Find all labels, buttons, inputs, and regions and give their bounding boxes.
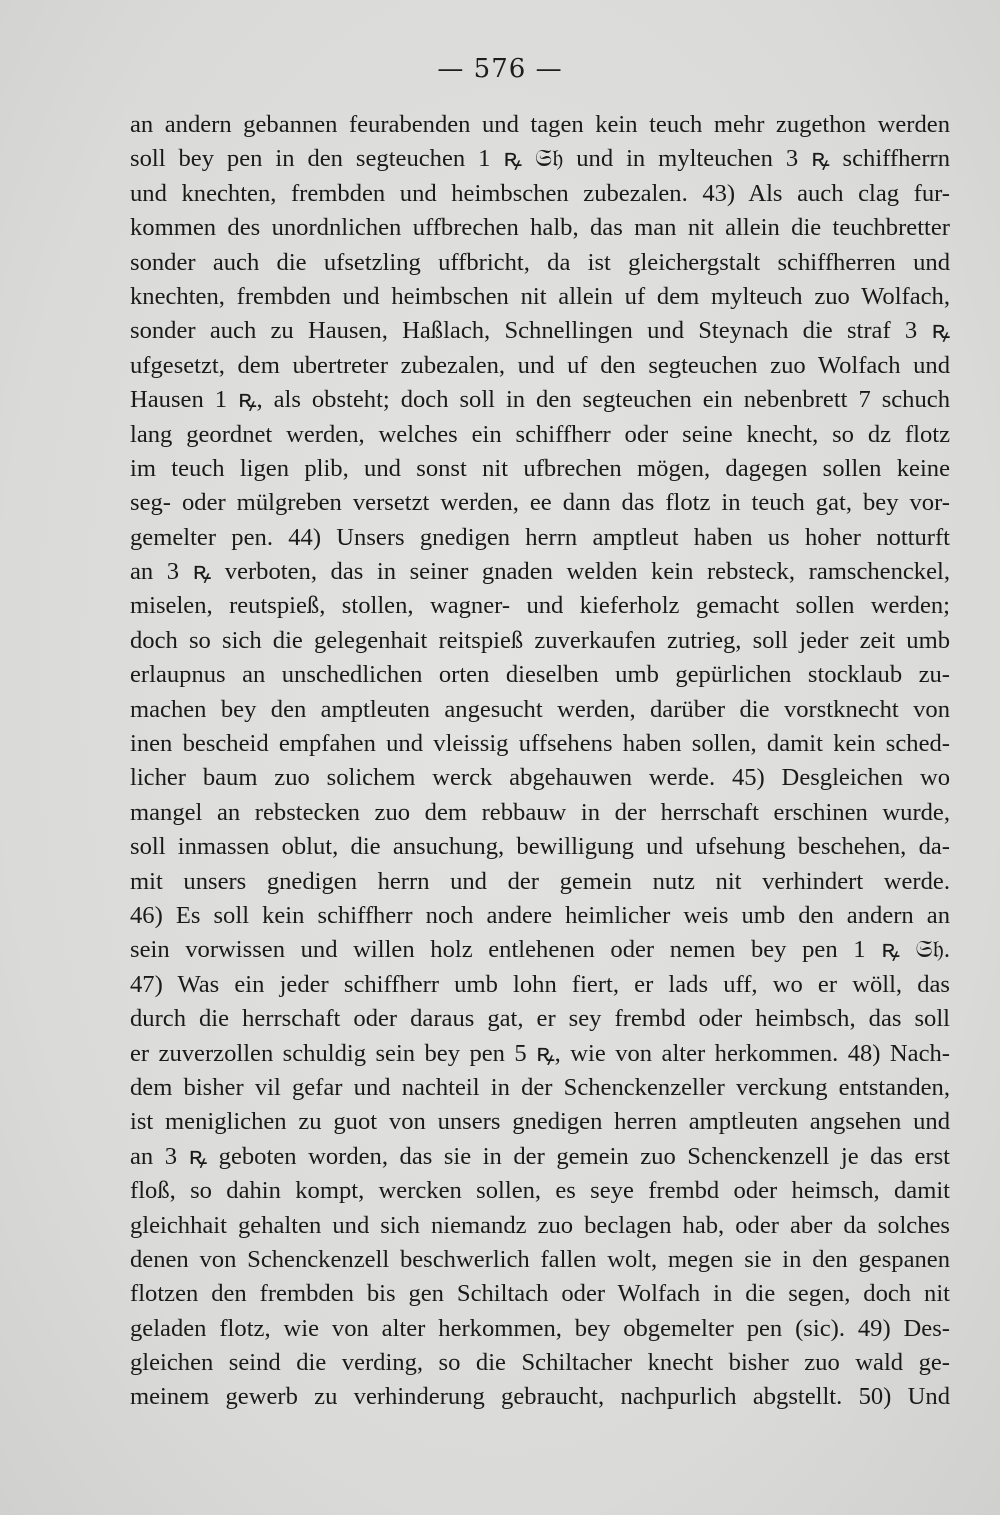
text-line: knechten, frembden und heimbschen nit allein uf dem mylteuch zuo Wolfach, xyxy=(130,282,950,310)
text-line: er zuverzollen schuldig sein bey pen 5 ꝶ, wie von alter herkommen. 48) Nach- xyxy=(130,1039,950,1067)
text-line: lang geordnet werden, welches ein schiffherr oder seine knecht, so dz flotz xyxy=(130,420,950,448)
text-line: Hausen 1 ꝶ, als obsteht; doch soll in den segteuchen ein nebenbrett 7 schuch xyxy=(130,386,950,414)
body-text xyxy=(130,108,950,1415)
text-line: und knechten, frembden und heimbschen zubezalen. 43) Als auch clag fur- xyxy=(130,179,950,207)
text-line: gleichhait gehalten und sich niemandz zuo beclagen hab, oder aber da solches xyxy=(130,1211,950,1239)
text-line: licher baum zuo solichem werck abgehauwen werde. 45) Desgleichen wo xyxy=(130,764,950,792)
text-line: inen bescheid empfahen und vleissig uffsehens haben sollen, damit kein sched- xyxy=(130,730,950,758)
text-line: durch die herrschaft oder daraus gat, er sey frembd oder heimbsch, das soll xyxy=(130,1005,950,1033)
text-line: sein vorwissen und willen holz entlehenen oder nemen bey pen 1 ꝶ 𝔖𝔥. xyxy=(130,936,950,964)
text-line: denen von Schenckenzell beschwerlich fallen wolt, megen sie in den gespanen xyxy=(130,1245,950,1273)
text-line: meinem gewerb zu verhinderung gebraucht, nachpurlich abgstellt. 50) Und xyxy=(130,1383,950,1411)
text-line: 47) Was ein jeder schiffherr umb lohn fiert, er lads uff, wo er wöll, das xyxy=(130,970,950,998)
text-line: machen bey den amptleuten angesucht werden, darüber die vorstknecht von xyxy=(130,695,950,723)
text-line: ufgesetzt, dem ubertreter zubezalen, und uf den segteuchen zuo Wolfach und xyxy=(130,351,950,379)
text-line: 46) Es soll kein schiffherr noch andere heimlicher weis umb den andern an xyxy=(130,901,950,929)
text-line: kommen des unordnlichen uffbrechen halb, das man nit allein die teuchbretter xyxy=(130,214,950,242)
text-line: seg- oder mülgreben versetzt werden, ee dann das flotz in teuch gat, bey vor- xyxy=(130,489,950,517)
text-line: dem bisher vil gefar und nachteil in der Schenckenzeller verckung entstanden, xyxy=(130,1073,950,1101)
text-line: doch so sich die gelegenhait reitspieß zuverkaufen zutrieg, soll jeder zeit umb xyxy=(130,626,950,654)
text-line: sonder auch zu Hausen, Haßlach, Schnellingen und Steynach die straf 3 ꝶ xyxy=(130,317,950,345)
text-line: soll bey pen in den segteuchen 1 ꝶ 𝔖𝔥 und in mylteuchen 3 ꝶ schiffherrn xyxy=(130,145,950,173)
text-line: floß, so dahin kompt, wercken sollen, es seye frembd oder heimsch, damit xyxy=(130,1177,950,1205)
text-line: im teuch ligen plib, und sonst nit ufbrechen mögen, dagegen sollen keine xyxy=(130,454,950,482)
text-line: geladen flotz, wie von alter herkommen, bey obgemelter pen (sic). 49) Des- xyxy=(130,1314,950,1342)
text-line: erlaupnus an unschedlichen orten dieselben umb gepürlichen stocklaub zu- xyxy=(130,661,950,689)
text-line: gleichen seind die verding, so die Schiltacher knecht bisher zuo wald ge- xyxy=(130,1349,950,1377)
text-line: flotzen den frembden bis gen Schiltach oder Wolfach in die segen, doch nit xyxy=(130,1280,950,1308)
text-line: mit unsers gnedigen herrn und der gemein nutz nit verhindert werde. xyxy=(130,867,950,895)
text-line: an 3 ꝶ verboten, das in seiner gnaden welden kein rebsteck, ramschenckel, xyxy=(130,558,950,586)
text-line: gemelter pen. 44) Unsers gnedigen herrn amptleut haben us hoher notturft xyxy=(130,523,950,551)
text-line: soll inmassen oblut, die ansuchung, bewilligung und ufsehung beschehen, da- xyxy=(130,833,950,861)
text-line: an andern gebannen feurabenden und tagen kein teuch mehr zugethon werden xyxy=(130,111,950,138)
text-line: an 3 ꝶ geboten worden, das sie in der gemein zuo Schenckenzell je das erst xyxy=(130,1142,950,1170)
text-line: mangel an rebstecken zuo dem rebbauw in der herrschaft erschinen wurde, xyxy=(130,798,950,826)
text-line: miselen, reutspieß, stollen, wagner- und kieferholz gemacht sollen werden; xyxy=(130,592,950,620)
page-number: — 576 — xyxy=(437,54,563,84)
text-line: ist meniglichen zu guot von unsers gnedigen herren amptleuten angsehen und xyxy=(130,1108,950,1136)
text-line: sonder auch die ufsetzling uffbricht, da ist gleichergstalt schiffherren und xyxy=(130,248,950,276)
